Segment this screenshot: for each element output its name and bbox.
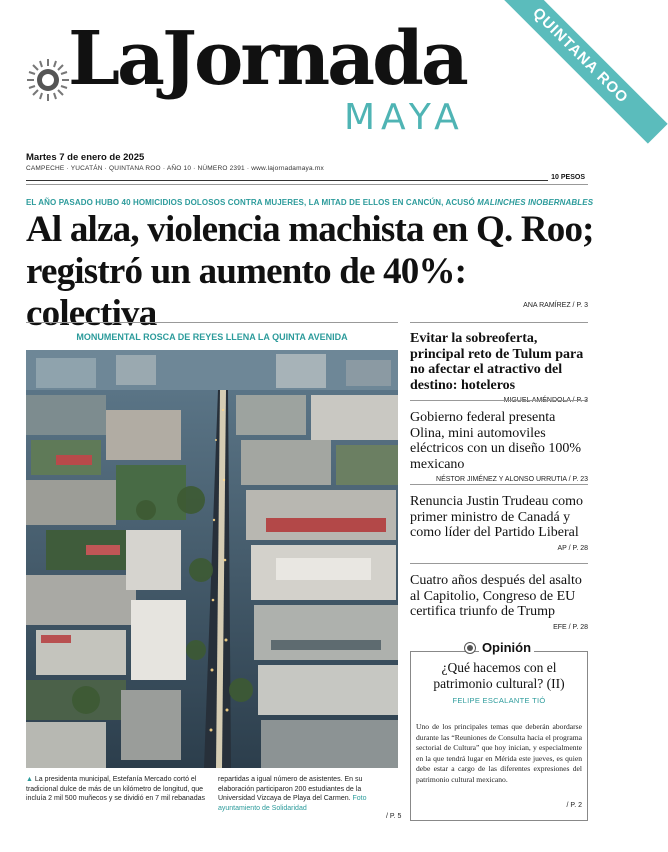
photo-title[interactable]: MONUMENTAL ROSCA DE REYES LLENA LA QUINTA AVENIDA: [76, 332, 348, 342]
opinion-header: [410, 640, 588, 655]
story-1-byline: MIGUEL AMÉNDOLA / P. 3: [503, 397, 588, 404]
story-2-title[interactable]: Gobierno federal presenta Olina, mini automoviles eléctricos con un diseño 100% mexicano: [410, 410, 582, 472]
photo-page-ref[interactable]: / P. 5: [386, 813, 402, 820]
opinion-sun-icon: [464, 642, 476, 654]
masthead: [0, 0, 632, 150]
divider: [26, 184, 588, 185]
photo-credit: Foto ayuntamiento de Solidaridad: [218, 795, 367, 812]
story-2[interactable]: [410, 410, 588, 483]
divider: [410, 563, 588, 564]
story-4-title[interactable]: Cuatro años después del asalto al Capitolio, Congreso de EU certifica triunfo de Trump: [410, 573, 582, 619]
story-4-byline: EFE / P. 28: [553, 623, 588, 631]
divider: [410, 322, 588, 323]
logo-subtitle: MAYA: [344, 97, 465, 138]
dateline: Martes 7 de enero de 2025: [26, 152, 145, 163]
price-label: 10 PESOS: [548, 174, 588, 181]
lead-kicker-text: EL AÑO PASADO HUBO 40 HOMICIDIOS DOLOSOS CONTRA MUJERES, LA MITAD DE ELLOS EN CANCÚN, ACUSÓ: [26, 198, 475, 207]
story-3-title[interactable]: Renuncia Justin Trudeau como primer ministro de Canadá y como líder del Partido Liberal: [410, 494, 584, 540]
logo-wordmark[interactable]: LaJornada: [68, 16, 466, 102]
edition-ribbon-label: QUINTANA ROO: [492, 0, 667, 144]
edition-line: CAMPECHE · YUCATÁN · QUINTANA ROO · AÑO 10 · NÚMERO 2391 · www.lajornadamaya.mx: [26, 165, 324, 172]
photo-caption-right-text: repartidas a igual número de asistentes. En su elaboración participaron 200 estudiantes de la Universidad Vizcaya de Playa del Carmen.: [218, 776, 363, 802]
lead-headline[interactable]: Al alza, violencia machista en Q. Roo; registró un aumento de 40%: colectiva: [26, 209, 594, 334]
caption-marker-icon: ▲: [26, 776, 33, 783]
photo-caption-left: [26, 775, 208, 804]
divider: [410, 400, 588, 401]
aerial-photo[interactable]: [26, 350, 398, 768]
divider: [26, 180, 588, 181]
edition-ribbon: [450, 0, 632, 140]
opinion-page-ref[interactable]: / P. 2: [566, 802, 582, 809]
photo-caption-right: [218, 775, 400, 813]
story-2-byline: NÉSTOR JIMÉNEZ Y ALONSO URRUTIA / P. 23: [436, 476, 588, 483]
story-1[interactable]: [410, 331, 588, 404]
story-3[interactable]: [410, 494, 588, 552]
lead-kicker-italic: MALINCHES INOBERNABLES: [477, 198, 594, 207]
sun-logo-icon: [26, 58, 70, 102]
story-3-byline: AP / P. 28: [557, 544, 588, 552]
divider: [26, 322, 398, 323]
lead-byline: ANA RAMÍREZ / P. 3: [523, 302, 588, 309]
aerial-photo-image: [26, 350, 398, 768]
opinion-title[interactable]: ¿Qué hacemos con el patrimonio cultural? (II): [433, 660, 565, 691]
opinion-text: Uno de los principales temas que deberán abordarse durante las “Reuniones de Consulta hacia el programa sectorial de Cultura” que hoy inician, y especialmente en la que tendrá lugar en Mérida este jueves, es quien debe estar a cargo de las diferentes expresiones del patrimonio cultural mexicano.: [416, 722, 582, 784]
opinion-header-label: Opinión: [479, 640, 534, 655]
divider: [410, 484, 588, 485]
story-1-title[interactable]: Evitar la sobreoferta, principal reto de Tulum para no afectar el atractivo del destino: hoteleros: [410, 331, 584, 393]
opinion-author: FELIPE ESCALANTE TIÓ: [452, 696, 546, 705]
lead-kicker: [26, 198, 596, 207]
story-4[interactable]: [410, 573, 588, 631]
photo-caption-left-text: La presidenta municipal, Estefanía Mercado cortó el tradicional dulce de más de un kilómetro de longitud, que incluía 2 mil 500 muñecos y se dividió en 7 mil rebanadas: [26, 776, 205, 802]
